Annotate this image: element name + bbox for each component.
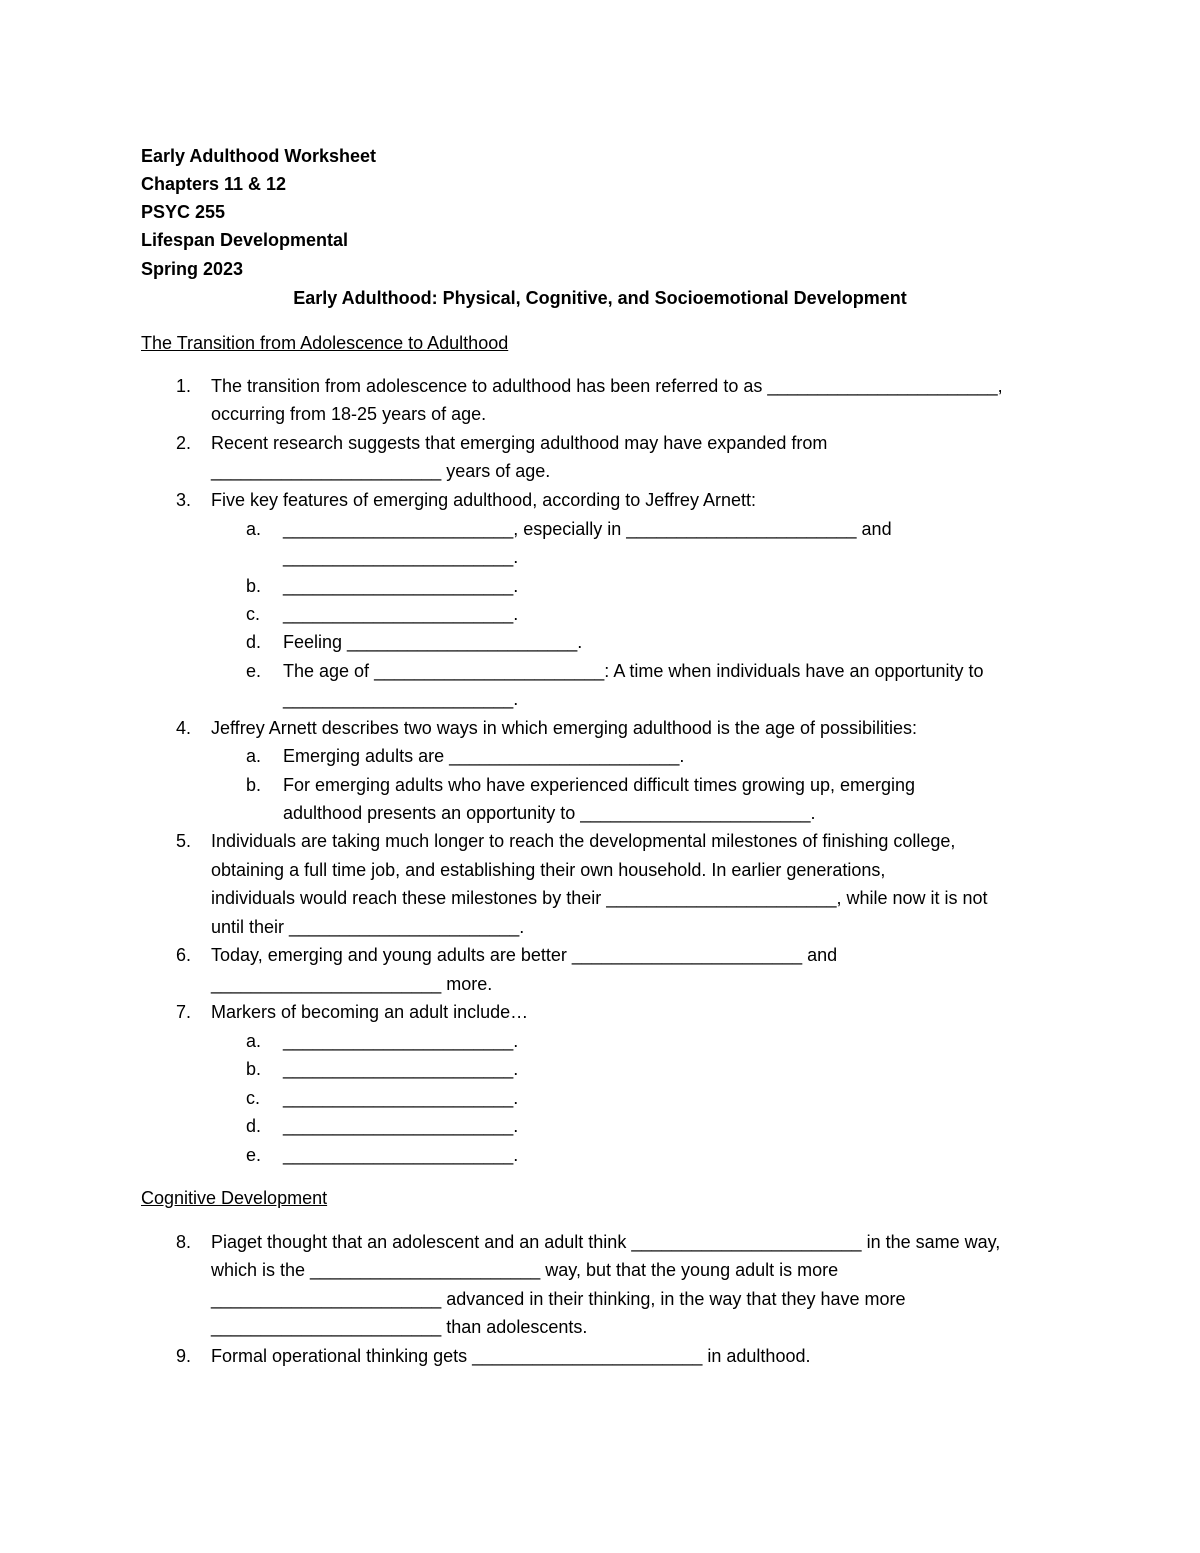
question-5-text-cont: obtaining a full time job, and establishing their own household. In earlier generations, xyxy=(211,860,886,880)
question-3d-text: Feeling _______________________. xyxy=(283,632,583,652)
question-4a-text: Emerging adults are _______________________. xyxy=(283,746,685,766)
question-number: 9. xyxy=(176,1346,192,1366)
question-7b-text: _______________________. xyxy=(283,1059,519,1079)
question-4-text: Jeffrey Arnett describes two ways in which emerging adulthood is the age of possibilities: xyxy=(211,718,918,738)
sub-item-marker: a. xyxy=(246,519,262,539)
question-number: 5. xyxy=(176,831,192,851)
question-4b-text: For emerging adults who have experienced difficult times growing up, emerging xyxy=(283,775,916,795)
question-number: 1. xyxy=(176,376,192,396)
sub-item-marker: d. xyxy=(246,1116,262,1136)
question-number: 8. xyxy=(176,1232,192,1252)
question-3b-text: _______________________. xyxy=(283,576,519,596)
question-7d-text: _______________________. xyxy=(283,1116,519,1136)
question-5-text: Individuals are taking much longer to reach the developmental milestones of finishing college, xyxy=(211,831,956,851)
question-9-text: Formal operational thinking gets _______________________ in adulthood. xyxy=(211,1346,811,1366)
chapters-line: Chapters 11 & 12 xyxy=(141,174,287,194)
question-6-text-cont: _______________________ more. xyxy=(211,974,493,994)
question-6-text: Today, emerging and young adults are better _______________________ and xyxy=(211,945,838,965)
question-number: 2. xyxy=(176,433,192,453)
question-8-text-cont: _______________________ than adolescents. xyxy=(211,1317,588,1337)
page-title: Early Adulthood: Physical, Cognitive, and Socioemotional Development xyxy=(293,288,907,308)
question-2-text: Recent research suggests that emerging adulthood may have expanded from xyxy=(211,433,828,453)
course-code: PSYC 255 xyxy=(141,202,226,222)
sub-item-marker: c. xyxy=(246,604,261,624)
sub-item-marker: e. xyxy=(246,1145,262,1165)
question-2-text-cont: _______________________ years of age. xyxy=(211,461,551,481)
section-heading-cognitive: Cognitive Development xyxy=(141,1188,328,1208)
question-number: 4. xyxy=(176,718,192,738)
sub-item-marker: d. xyxy=(246,632,262,652)
question-8-text: Piaget thought that an adolescent and an adult think _______________________ in the same way, xyxy=(211,1232,1001,1252)
question-1-text-cont: occurring from 18-25 years of age. xyxy=(211,404,487,424)
sub-item-marker: c. xyxy=(246,1088,261,1108)
question-3c-text: _______________________. xyxy=(283,604,519,624)
question-3-text: Five key features of emerging adulthood, according to Jeffrey Arnett: xyxy=(211,490,756,510)
sub-item-marker: b. xyxy=(246,775,262,795)
question-7a-text: _______________________. xyxy=(283,1031,519,1051)
question-3e-text-cont: _______________________. xyxy=(283,689,519,709)
question-5-text-cont: individuals would reach these milestones by their _______________________, while now it is not xyxy=(211,888,988,908)
question-7e-text: _______________________. xyxy=(283,1145,519,1165)
question-7c-text: _______________________. xyxy=(283,1088,519,1108)
course-name: Lifespan Developmental xyxy=(141,230,349,250)
question-7-text: Markers of becoming an adult include… xyxy=(211,1002,529,1022)
question-number: 3. xyxy=(176,490,192,510)
question-3a-text-cont: _______________________. xyxy=(283,547,519,567)
sub-item-marker: b. xyxy=(246,576,262,596)
question-number: 6. xyxy=(176,945,192,965)
worksheet-title: Early Adulthood Worksheet xyxy=(141,146,377,166)
sub-item-marker: a. xyxy=(246,746,262,766)
question-3e-text: The age of _______________________: A time when individuals have an opportunity to xyxy=(283,661,984,681)
question-1-text: The transition from adolescence to adulthood has been referred to as _______________________, xyxy=(211,376,1003,396)
question-number: 7. xyxy=(176,1002,192,1022)
term: Spring 2023 xyxy=(141,259,244,279)
sub-item-marker: b. xyxy=(246,1059,262,1079)
question-4b-text-cont: adulthood presents an opportunity to _______________________. xyxy=(283,803,816,823)
question-8-text-cont: which is the _______________________ way, but that the young adult is more xyxy=(211,1260,839,1280)
section-heading-transition: The Transition from Adolescence to Adulthood xyxy=(141,333,509,353)
question-5-text-cont: until their _______________________. xyxy=(211,917,525,937)
sub-item-marker: e. xyxy=(246,661,262,681)
sub-item-marker: a. xyxy=(246,1031,262,1051)
question-3a-text: _______________________, especially in _______________________ and xyxy=(283,519,892,539)
question-8-text-cont: _______________________ advanced in their thinking, in the way that they have more xyxy=(211,1289,906,1309)
